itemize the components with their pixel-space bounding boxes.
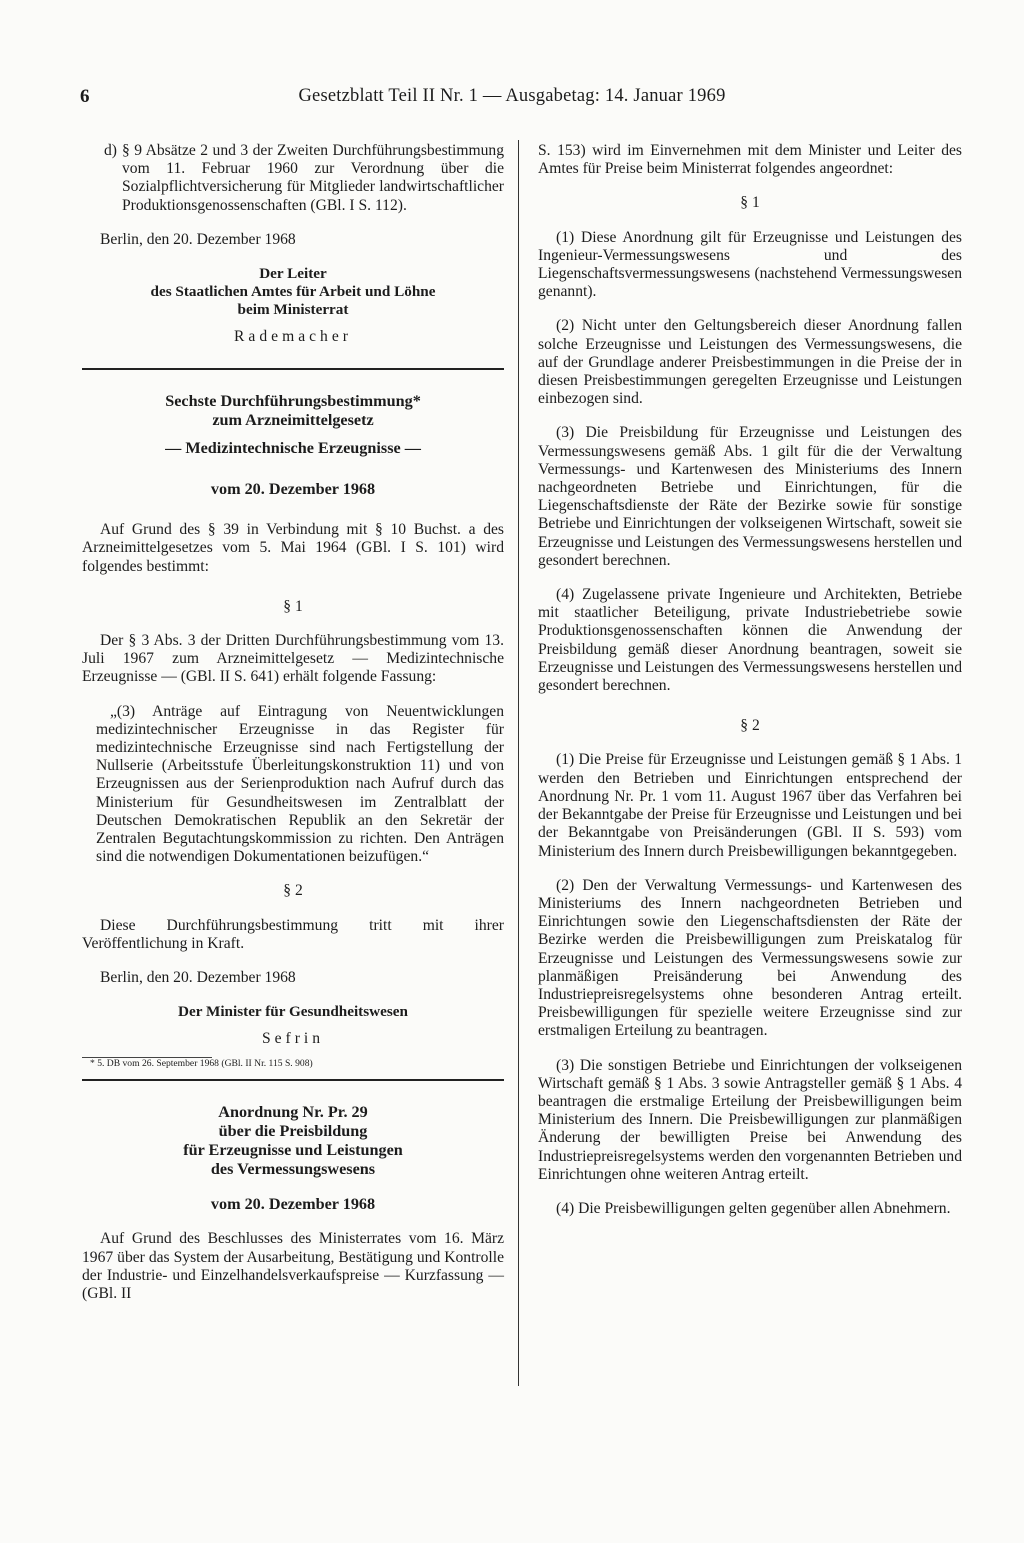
document-subtitle: — Medizintechnische Erzeugnisse — <box>165 439 421 458</box>
list-item-label: d) <box>104 142 117 159</box>
paragraph: (2) Nicht unter den Geltungsbereich dieser Anordnung fallen solche Erzeugnisse und Leistungen des Vermessungswesens, die auf der Grundlage anderer Preisbestimmungen in die Preise der in diesen Preisbestimmungen geregelten Erzeugnisse und Leistungen einbezogen sind. <box>538 317 962 408</box>
paragraph: (3) Die Preisbildung für Erzeugnisse und Leistungen des Vermessungswesens gemäß Abs. 1 gilt für die der Verwaltung Vermessungs- und Kartenwesen des Ministeriums des Innern nachgeordneten Betriebe und Einrichtungen, für die Liegenschaftsdienste der Räte der Bezirke sowie für sonstige Betriebe und Einrichtungen der volkseigenen Wirtschaft, soweit sie Erzeugnisse und Leistungen des Vermessungswesens herstellen und gesondert berechnen. <box>538 424 962 569</box>
dateline: Berlin, den 20. Dezember 1968 <box>100 969 296 987</box>
list-item-d <box>82 142 504 215</box>
section-heading: § 1 <box>740 194 760 212</box>
document-title: zum Arzneimittelgesetz <box>212 411 374 430</box>
section-heading: § 2 <box>740 717 760 735</box>
document-title: Anordnung Nr. Pr. 29 <box>218 1103 368 1122</box>
quoted-text: „(3) Anträge auf Eintragung von Neuentwicklungen medizintechnischer Erzeugnisse in das Register für medizintechnische Erzeugnisse sind nach Fertigstellung der Nullserie (Arbeitsstufe Überleitungskonstruktion 11) und von Erzeugnissen aus der Serienproduktion nach Aufruf durch das Ministerium für Gesundheitswesen im Zentralblatt der Deutschen Demokratischen Republik an den Sekretär der Zentralen Begutachtungskommission zu richten. Den Anträgen sind die notwendigen Dokumentationen beizufügen.“ <box>96 702 504 866</box>
document-title: Sechste Durchführungsbestimmung* <box>165 392 421 411</box>
document-date: vom 20. Dezember 1968 <box>210 1195 376 1214</box>
preamble: Auf Grund des § 39 in Verbindung mit § 10 Buchst. a des Arzneimittelgesetzes vom 5. Mai 1964 (GBl. I S. 101) wird folgendes bestimmt: <box>82 521 504 575</box>
section-heading: § 1 <box>283 597 303 615</box>
paragraph: (4) Zugelassene private Ingenieure und Architekten, Betriebe mit staatlicher Beteiligung, private Industriebetriebe sowie Produktionsgenossenschaften können die Anwendung der Preisbildung gemäß dieser Anordnung beantragen, soweit sie Erzeugnisse und Leistungen des Vermessungswesens herstellen und gesondert berechnen. <box>538 586 962 695</box>
paragraph: (1) Die Preise für Erzeugnisse und Leistungen gemäß § 1 Abs. 1 werden den Betrieben und Einrichtungen entsprechend der Anordnung Nr. Pr. 1 vom 11. August 1967 über das Verfahren bei der Bekanntgabe der Preise für Erzeugnisse und Leistungen und bei der Bekanntgabe von Preisänderungen (GBl. II S. 593) vom Ministerium des Innern durch Preisbewilligungen bekanntgegeben. <box>538 751 962 860</box>
left-column <box>82 142 504 1303</box>
document-title: des Vermessungswesens <box>210 1160 376 1179</box>
footnote: * 5. DB vom 26. September 1968 (GBl. II Nr. 115 S. 908) <box>90 1058 313 1070</box>
signatory-title: Der Minister für Gesundheitswesen <box>178 1003 408 1021</box>
signatory-name: Sefrin <box>261 1030 325 1048</box>
list-item-text: § 9 Absätze 2 und 3 der Zweiten Durchführungsbestimmung vom 11. Februar 1960 zur Verordnung über die Sozialpflichtversicherung für Mitglieder landwirtschaftlicher Produktionsgenossenschaften (GBl. I S. 112). <box>122 142 504 214</box>
section-heading: § 2 <box>283 882 303 900</box>
page-number: 6 <box>80 86 90 107</box>
document-title: für Erzeugnisse und Leistungen <box>183 1141 403 1160</box>
column-divider <box>518 140 519 1386</box>
paragraph: Der § 3 Abs. 3 der Dritten Durchführungsbestimmung vom 13. Juli 1967 zum Arzneimittelgesetz — Medizintechnische Erzeugnisse — (GBl. II S. 641) erhält folgende Fassung: <box>82 632 504 686</box>
paragraph: (3) Die sonstigen Betriebe und Einrichtungen der volkseigenen Wirtschaft gemäß § 1 Abs. 3 sowie Antragsteller gemäß § 1 Abs. 4 beantragen die erstmalige Erteilung der Preisbewilligungen beim Ministerium des Innern. Die Preisbewilligungen zur planmäßigen Änderung der bewilligten Preise bei Anwendung des Industriepreisregelsystems werden den vorgenannten Betrieben und Einrichtungen ohne weiteren Antrag erteilt. <box>538 1056 962 1183</box>
paragraph: S. 153) wird im Einvernehmen mit dem Minister und Leiter des Amtes für Preise beim Ministerrat folgendes angeordnet: <box>538 142 962 178</box>
running-header: Gesetzblatt Teil II Nr. 1 — Ausgabetag: 14. Januar 1969 <box>298 86 726 106</box>
signatory-title: Der Leiter <box>259 265 327 283</box>
paragraph: Diese Durchführungsbestimmung tritt mit ihrer Veröffentlichung in Kraft. <box>82 916 504 952</box>
right-column <box>538 142 962 1218</box>
document-date: vom 20. Dezember 1968 <box>210 480 376 499</box>
signatory-name: Rademacher <box>234 328 352 346</box>
paragraph: (1) Diese Anordnung gilt für Erzeugnisse und Leistungen des Ingenieur-Vermessungswesens und des Liegenschaftsvermessungswesens (nachstehend Vermessungswesen genannt). <box>538 228 962 301</box>
paragraph: (4) Die Preisbewilligungen gelten gegenüber allen Abnehmern. <box>556 1199 951 1217</box>
preamble: Auf Grund des Beschlusses des Ministerrates vom 16. März 1967 über das System der Ausarbeitung, Bestätigung und Kontrolle der Industrie- und Einzelhandelsverkaufspreise — Kurzfassung — (GBl. II <box>82 1230 504 1303</box>
paragraph: (2) Den der Verwaltung Vermessungs- und Kartenwesen des Ministeriums des Innern nachgeordneten Betrieben und Einrichtungen sowie den Liegenschaftsdiensten der Räte der Bezirke werden die Preisbewilligungen zum Preiskatalog für Erzeugnisse und Leistungen des Vermessungswesens sowie zur planmäßigen Preisänderung bei Anwendung des Industriepreisregelsystems ohne besonderen Antrag erteilt. Preisbewilligungen für spezielle weitere Erzeugnisse sind zur erstmaligen Erteilung zu beantragen. <box>538 876 962 1040</box>
dateline: Berlin, den 20. Dezember 1968 <box>100 230 296 248</box>
signatory-title: des Staatlichen Amtes für Arbeit und Löhne <box>150 283 436 301</box>
document-title: über die Preisbildung <box>218 1122 368 1141</box>
signatory-title: beim Ministerrat <box>237 301 349 319</box>
